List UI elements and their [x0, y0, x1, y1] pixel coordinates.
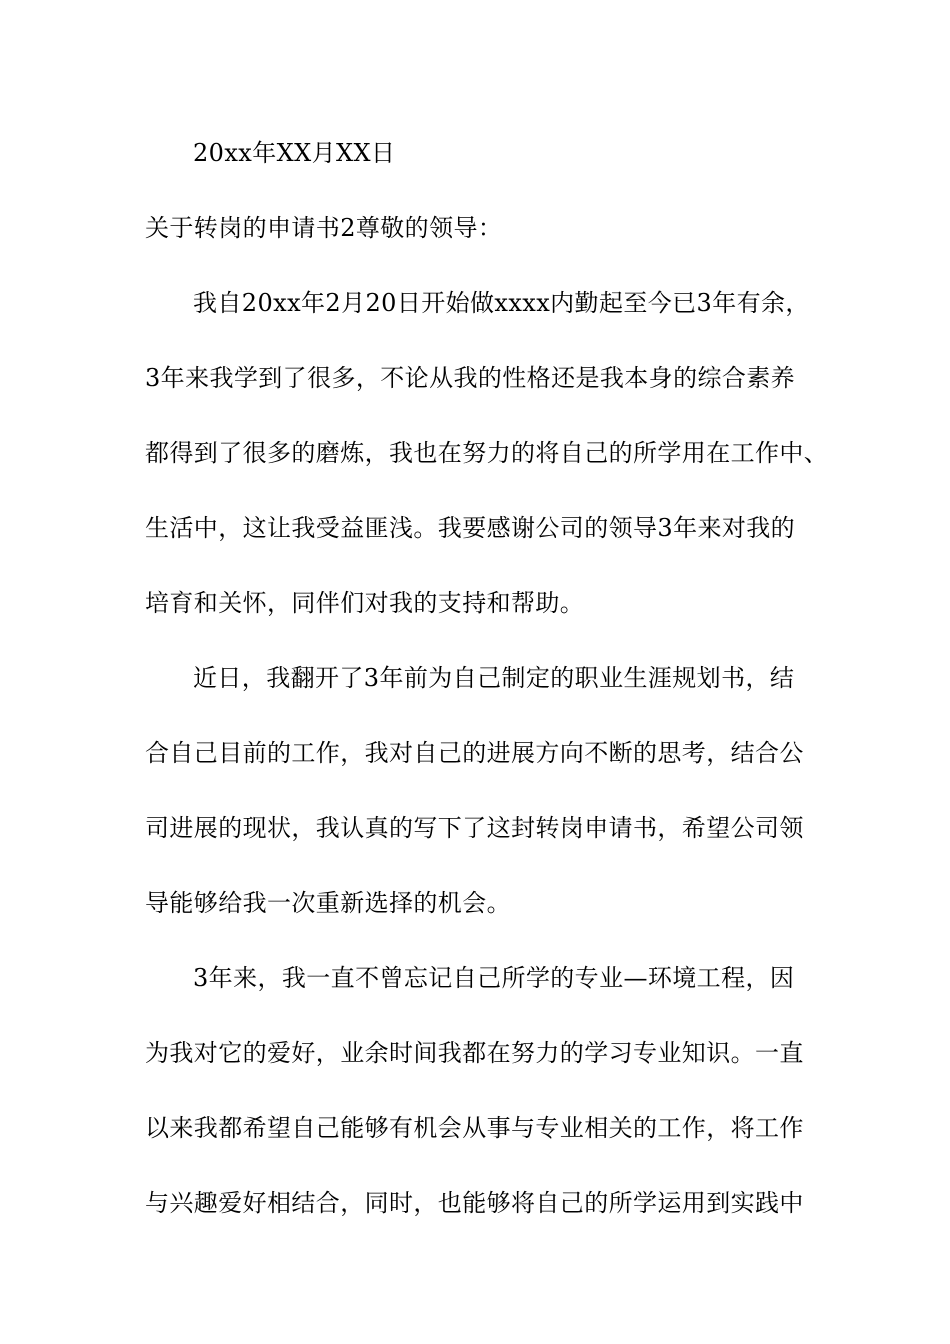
paragraph-2-line-1: 近日，我翻开了3年前为自己制定的职业生涯规划书，结: [193, 664, 795, 692]
paragraph-2-line-4: 导能够给我一次重新选择的机会。: [145, 889, 511, 917]
paragraph-3-line-2: 为我对它的爱好，业余时间我都在努力的学习专业知识。一直: [145, 1039, 804, 1067]
paragraph-1-line-2: 3年来我学到了很多，不论从我的性格还是我本身的综合素养: [145, 364, 796, 392]
paragraph-3-line-1: 3年来，我一直不曾忘记自己所学的专业—环境工程，因: [193, 964, 795, 992]
date-line: 20xx年XX月XX日: [193, 139, 396, 167]
heading-line: 关于转岗的申请书2尊敬的领导：: [145, 214, 503, 242]
paragraph-1-line-1: 我自20xx年2月20日开始做xxxx内勤起至今已3年有余，: [193, 289, 810, 317]
paragraph-3-line-3: 以来我都希望自己能够有机会从事与专业相关的工作，将工作: [145, 1114, 804, 1142]
paragraph-3-line-4: 与兴趣爱好相结合，同时，也能够将自己的所学运用到实践中: [145, 1189, 804, 1217]
paragraph-2-line-2: 合自己目前的工作，我对自己的进展方向不断的思考，结合公: [145, 739, 804, 767]
paragraph-2-line-3: 司进展的现状，我认真的写下了这封转岗申请书，希望公司领: [145, 814, 804, 842]
paragraph-1-line-5: 培育和关怀，同伴们对我的支持和帮助。: [145, 589, 585, 617]
paragraph-1-line-3: 都得到了很多的磨炼，我也在努力的将自己的所学用在工作中、: [145, 439, 829, 467]
paragraph-1-line-4: 生活中，这让我受益匪浅。我要感谢公司的领导3年来对我的: [145, 514, 796, 542]
